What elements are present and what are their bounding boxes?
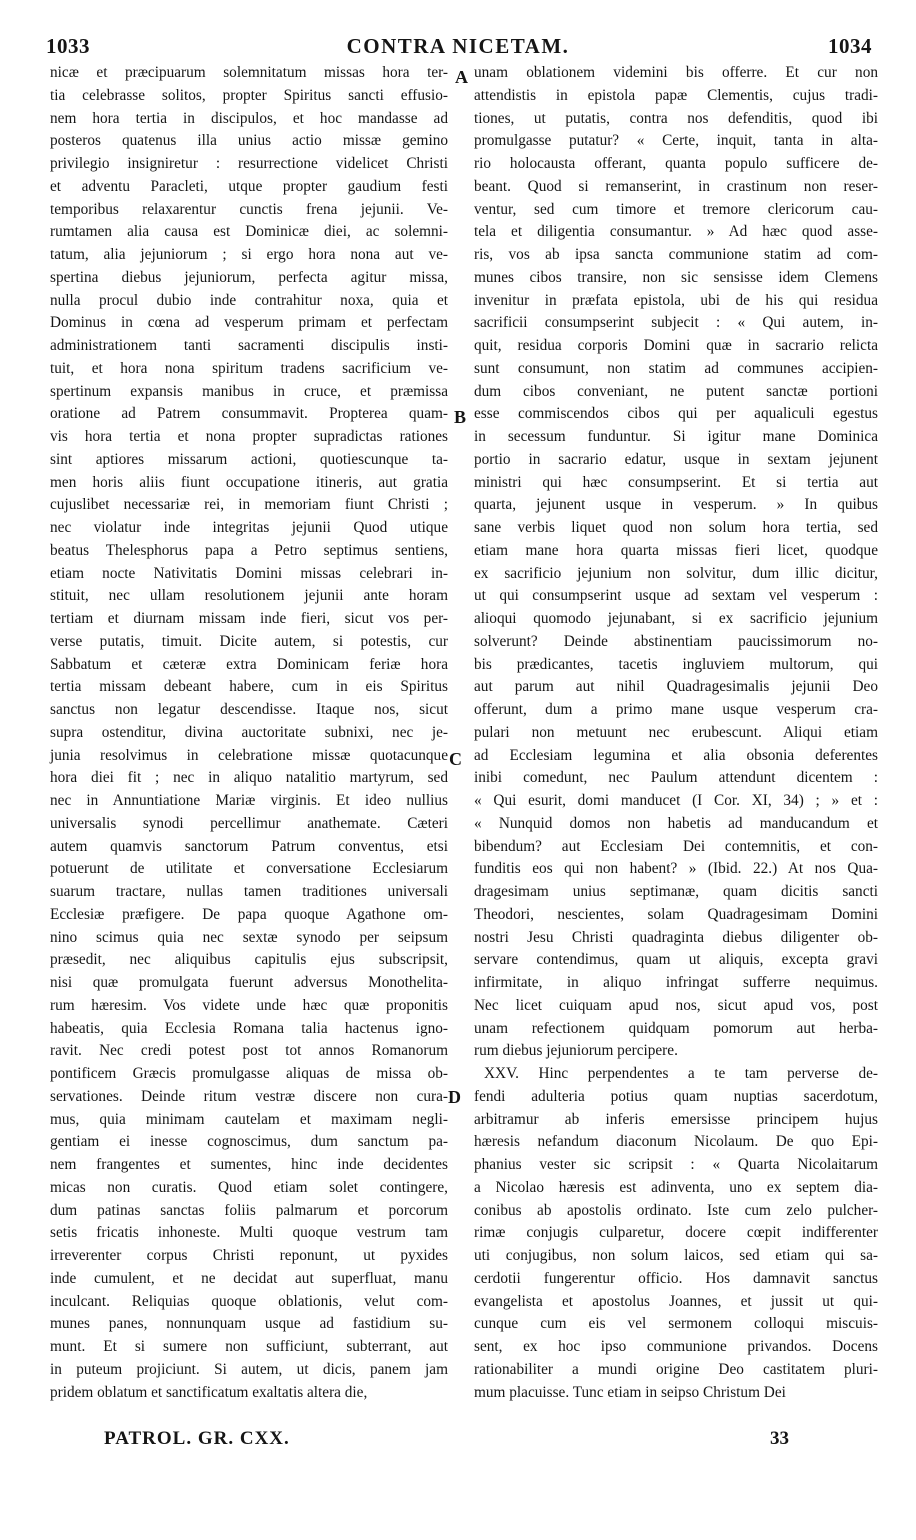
text-line: tela et diligentia consumantur. » Ad hæc quod asse-	[474, 223, 878, 241]
page-number-right: 1034	[828, 34, 872, 58]
text-line: et adventu Paracleti, utque propter gaudium festi	[50, 177, 448, 195]
text-line: a Nicolao hæresis est adinventa, uno ex septem dia-	[474, 1178, 878, 1196]
text-line: ad Ecclesiam legumina et alia obsonia deferentes	[474, 746, 878, 764]
text-line: in puteum projiciunt. Si autem, ut dicis, panem jam	[50, 1360, 448, 1378]
text-line: potuerunt de utilitate et conversatione Ecclesiarum	[50, 860, 448, 878]
text-line: ventur, sed cum timore et tremore clericorum cau-	[474, 200, 878, 218]
text-line: « Nunquid domos non habetis ad manducandum et	[474, 814, 878, 832]
text-line: unam oblationem videmini bis offerre. Et cur non	[474, 64, 878, 81]
text-line: Ecclesiæ præfigere. De papa quoque Agathone om-	[50, 905, 448, 923]
text-line: bis prædicantes, tacetis ingluviem multorum, qui	[474, 655, 878, 673]
text-line: nem hora tertia in discipulos, et hoc mandasse ad	[50, 109, 448, 127]
text-line: infirmitate, in aliquo infringat sufferre nequimus.	[474, 974, 878, 991]
running-title: CONTRA NICETAM.	[346, 34, 570, 58]
text-line: tertia missam debeant habere, cum in eis Spiritus	[50, 678, 448, 696]
text-line: nino scimus quia nec sextæ synodo per seipsum	[50, 928, 448, 946]
text-line: sane verbis liquet quod non solum hora tertia, sed	[474, 519, 878, 536]
text-line: ut qui consumpserint usque ad sextam vel vesperum :	[474, 587, 878, 605]
text-line: junia resolvimus in celebratione missæ quotacunque	[50, 746, 448, 764]
text-line: beatus Thelesphorus papa a Petro septimus sentiens,	[50, 541, 448, 559]
text-line: sanctus non legatur descendisse. Itaque nos, sicut	[50, 701, 448, 718]
text-line: præsedit, nec aliquibus capitulis ejus subscripsit,	[50, 951, 448, 969]
text-line: Dominus in cœna ad vesperum primam et perfectam	[50, 314, 448, 332]
text-line: unam refectionem quidquam pomorum aut herba-	[474, 1019, 878, 1037]
text-line: sunt consumunt, non statim ad communes accipien-	[474, 359, 878, 377]
text-line: setis fricatis inhoneste. Multi quoque vestrum tam	[50, 1224, 448, 1242]
text-line: nem frangentes et sumentes, hinc inde decidentes	[50, 1156, 448, 1173]
text-line: ex sacrificio jejunium non solvitur, dum illic dicitur,	[474, 564, 878, 582]
text-line: pontificem Græcis promulgasse aliquas de missa ob-	[50, 1065, 448, 1082]
text-line: quarta, jejunent usque in vesperum. » In quibus	[474, 496, 878, 514]
text-line: XXV. Hinc perpendentes a te tam perverse de-	[484, 1065, 878, 1082]
text-line: ministri qui hæc consumpserint. Et si tertia aut	[474, 473, 878, 491]
text-line: quit, residua corporis Domini quæ in sacrario relicta	[474, 337, 878, 354]
text-line: nec violatur inde integritas jejunii Quod utique	[50, 519, 448, 536]
text-line: fendi adulteria potius quam nuptias sacerdotum,	[474, 1087, 878, 1105]
text-line: cerdotii fungerentur officio. Hos damnavit sanctus	[474, 1269, 878, 1287]
text-line: gentiam ei inesse cognoscimus, dum sanctum pa-	[50, 1133, 448, 1151]
text-line: rum hæresim. Vos videte unde hæc quæ proponitis	[50, 996, 448, 1014]
text-line: sacrificii consumpserint subjecit : « Qui autem, in-	[474, 314, 878, 332]
text-line: tia celebrasse solitos, propter Spiritus sancti effusio-	[50, 86, 448, 104]
text-line: Nec licet cuiquam apud nos, sicut apud vos, post	[474, 996, 878, 1014]
text-line: uti conjugibus, non solum laicos, sed etiam qui sa-	[474, 1247, 878, 1264]
text-line: Sabbatum et cæteræ extra Dominicam feriæ hora	[50, 655, 448, 673]
text-line: etiam nocte Nativitatis Domini missas celebrari in-	[50, 564, 448, 582]
text-line: irreverenter corpus Christi reponunt, ut pyxides	[50, 1247, 448, 1264]
text-line: posteros quatenus illa unius actio missæ gemino	[50, 132, 448, 150]
text-line: rimæ conjugis culparetur, docere cœpit indifferenter	[474, 1224, 878, 1242]
margin-marker-a: A	[455, 67, 468, 87]
text-line: etiam mane hora quarta missas fieri licet, quodque	[474, 541, 878, 559]
text-line: conibus ab apostolis ordinato. Iste cum zelo pulcher-	[474, 1201, 878, 1219]
text-line: servare contendimus, quam ut aliquis, excepta gravi	[474, 951, 878, 969]
text-line: ravit. Nec credi potest post tot annos Romanorum	[50, 1042, 448, 1060]
text-line: munt. Et si sumere non sufficiunt, subterrant, aut	[50, 1338, 448, 1355]
text-line: habeatis, quia Ecclesia Romana talia hactenus igno-	[50, 1019, 448, 1037]
text-line: dum cibos conveniant, ne putent sanctæ portioni	[474, 382, 878, 400]
text-line: stituit, nec ullam resolutionem jejunii ante horam	[50, 587, 448, 605]
text-line: inde cumulent, et ne decidat aut superfluat, manu	[50, 1269, 448, 1287]
text-line: « Qui esurit, domi manducet (I Cor. XI, 34) ; » et :	[474, 792, 878, 809]
text-line: offerunt, dum a primo mane usque vesperum cra-	[474, 701, 878, 718]
text-line: bibendum? aut Ecclesiam Dei contemnitis, et con-	[474, 837, 878, 855]
right-column	[474, 62, 878, 1404]
text-line: dum patinas sanctas foliis palmarum et porcorum	[50, 1201, 448, 1219]
text-line: privilegio insigniretur : resurrectione videlicet Christi	[50, 155, 448, 172]
text-line: rationabiliter a mundi origine Deo castitatem pluri-	[474, 1360, 878, 1378]
text-line: oratione ad Patrem consummavit. Propterea quam-	[50, 405, 448, 423]
text-line: portio in sacrario edatur, usque in sextam jejunent	[474, 450, 878, 468]
text-line: phanius vester sic scripsit : « Quarta Nicolaitarum	[474, 1156, 878, 1173]
text-line: servationes. Deinde ritum vestræ discere non cura-	[50, 1087, 448, 1105]
text-line: pulari non metuunt nec erubescunt. Aliqui etiam	[474, 723, 878, 741]
text-line: hora diei fit ; nec in aliquo natalitio martyrum, sed	[50, 769, 448, 787]
text-line: inibi comedunt, nec Paulum attendunt dicentem :	[474, 769, 878, 787]
text-line: autem quamvis sanctorum Patrum conventus, etsi	[50, 837, 448, 855]
left-column	[50, 62, 448, 1404]
text-line: munes panes, nonnunquam usque ad fastidium su-	[50, 1315, 448, 1333]
text-line: administrationem tanti sacramenti discipulis insti-	[50, 337, 448, 354]
text-line: supra ostenditur, divina auctoritate subnixi, nec je-	[50, 723, 448, 741]
text-line: invenitur in præfata epistola, ubi de his qui residua	[474, 291, 878, 309]
text-line: funditis eos qui non habent? » (Ibid. 22.) At nos Qua-	[474, 860, 878, 878]
text-line: solverunt? Deinde abstinentiam paucissimorum no-	[474, 632, 878, 650]
text-line: temporibus relaxarentur cunctis frena jejunii. Ve-	[50, 200, 448, 218]
text-line: pridem oblatum et sanctificatum exaltatis altera die,	[50, 1383, 368, 1401]
text-line: esse commiscendos cibos qui per aqualiculi egestus	[474, 405, 878, 423]
footer-signature-number: 33	[770, 1428, 789, 1449]
margin-marker-c: C	[449, 749, 462, 769]
margin-marker-b: B	[454, 407, 467, 427]
text-line: rum diebus jejuniorum percipere.	[474, 1042, 678, 1060]
text-line: universalis synodi percellimur anathemate. Cæteri	[50, 814, 448, 832]
text-line: Theodori, nescientes, solam Quadragesimam Domini	[474, 905, 878, 923]
text-line: in secessum funduntur. Si igitur mane Dominica	[474, 428, 878, 445]
text-line: vis hora tertia et nona propter supradictas rationes	[50, 428, 448, 445]
text-line: munes cibos transire, non sic sensisse idem Clemens	[474, 268, 878, 286]
text-line: tertiam et diurnam missam inde fieri, sicut vos per-	[50, 610, 448, 627]
text-line: nostri Jesu Christi quadraginta diebus diligenter ob-	[474, 928, 878, 946]
text-line: beant. Quod si remanserint, in crastinum non reser-	[474, 177, 878, 195]
text-line: promulgasse putatur? « Certe, inquit, tanta in alta-	[474, 132, 878, 150]
text-line: attendistis in epistola papæ Clementis, cujus tradi-	[474, 86, 878, 104]
text-line: suarum tractare, nullas tamen traditiones universali	[50, 883, 448, 900]
margin-marker-d: D	[448, 1087, 461, 1107]
text-line: alioqui quomodo jejunabant, si ex sacrificio jejunium	[474, 610, 878, 627]
text-line: sint aptiores missarum actioni, quotiescunque ta-	[50, 450, 448, 468]
text-line: arbitramur ab inferis emersisse principem hujus	[474, 1110, 878, 1128]
text-line: spertinum expansis manibus in cruce, et præmissa	[50, 382, 448, 400]
text-line: micas non curatis. Quod etiam solet contingere,	[50, 1178, 448, 1196]
text-line: men horis aliis fiunt occupatione itineris, aut gratia	[50, 473, 448, 491]
text-line: nisi quæ promulgata fuerunt adversus Monothelita-	[50, 974, 448, 991]
page-number-left: 1033	[46, 34, 90, 58]
text-line: dragesimam unius septimanæ, quam dicitis sancti	[474, 883, 878, 900]
text-line: ris, vos ab ipsa sancta communione statim ad com-	[474, 246, 878, 263]
text-line: hæresis nefandum diaconum Nicolaum. De quo Epi-	[474, 1133, 878, 1151]
text-line: nicæ et præcipuarum solemnitatum missas hora ter-	[50, 64, 448, 81]
text-line: tatum, alia jejuniorum ; si ergo hora nona aut ve-	[50, 246, 448, 263]
text-line: evangelista et apostolus Joannes, et jussit ut qui-	[474, 1292, 878, 1310]
text-line: sent, ex hoc ipso communione privandos. Docens	[474, 1338, 878, 1355]
text-line: rio holocausta offerant, quanta populo sufficere de-	[474, 155, 878, 172]
text-line: aut parum aut nihil Quadragesimalis jejunii Deo	[474, 678, 878, 696]
text-line: spertina diebus jejuniorum, perfecta agitur missa,	[50, 268, 448, 286]
text-line: mus, quia minimam cautelam et maximam negli-	[50, 1110, 448, 1128]
text-line: rumtamen alia causa est Dominicæ diei, ac solemni-	[50, 223, 448, 241]
text-line: tuit, et hora nona spiritum tradens sacrificium ve-	[50, 359, 448, 377]
text-line: nulla procul dubio inde contrahitur noxa, quia et	[50, 291, 448, 309]
text-line: cujuslibet necessariæ rei, in memoriam fiunt Christi ;	[50, 496, 448, 514]
text-line: verse putatis, timuit. Dicite autem, si potestis, cur	[50, 632, 448, 650]
text-line: inculcant. Reliquias quoque oblationis, velut com-	[50, 1292, 448, 1310]
text-line: nec in Annuntiatione Mariæ virginis. Et ideo nullius	[50, 792, 448, 809]
text-line: cunque cum eis vel sermonem colloqui miscuis-	[474, 1315, 878, 1333]
footer-series-label: PATROL. GR. CXX.	[104, 1428, 290, 1449]
text-line: tiones, ut putatis, contra nos defenditis, quod ibi	[474, 109, 878, 127]
text-line: mum placuisse. Tunc etiam in seipso Christum Dei	[474, 1383, 786, 1401]
